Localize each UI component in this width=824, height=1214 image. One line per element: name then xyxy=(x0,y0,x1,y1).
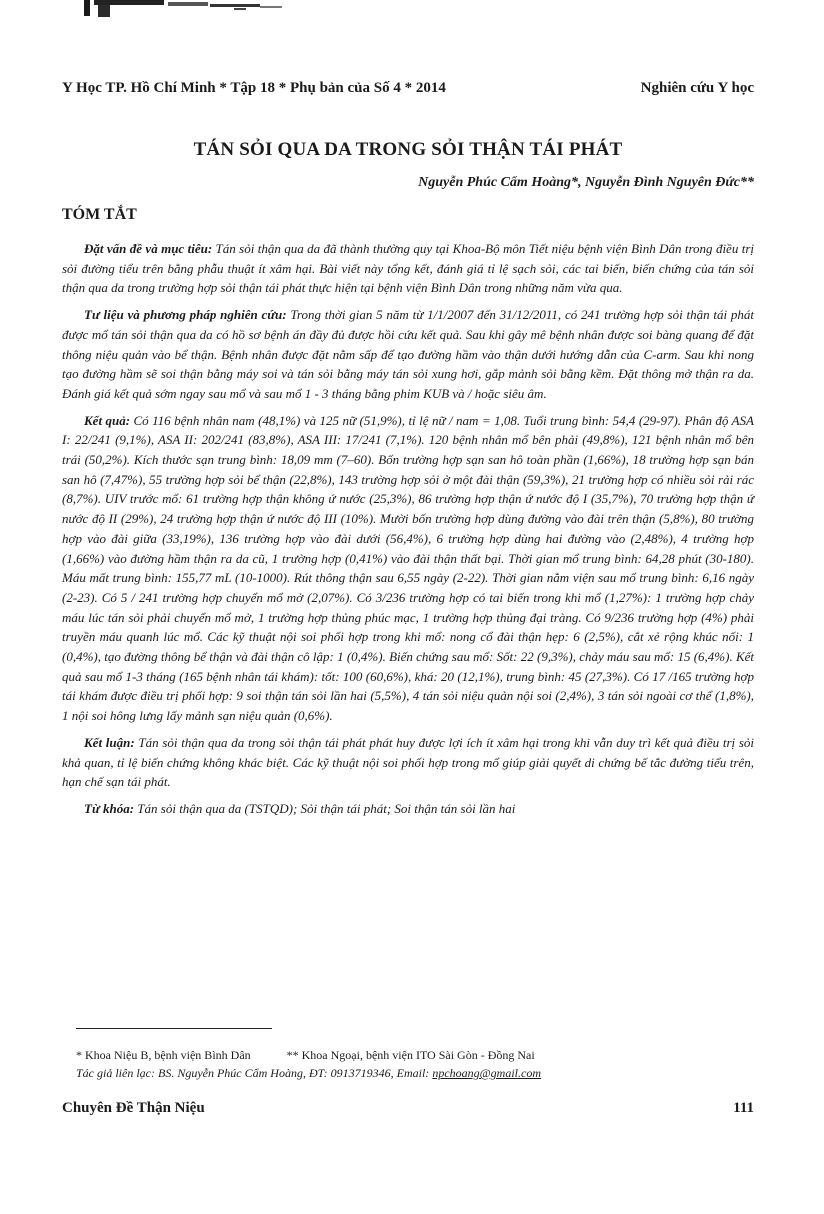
background-label: Đặt vấn đề và mục tiêu: xyxy=(84,241,213,256)
article-authors: Nguyễn Phúc Cẩm Hoàng*, Nguyễn Đình Nguyên Đức** xyxy=(418,175,754,190)
running-header xyxy=(62,80,754,97)
abstract-keywords xyxy=(62,799,754,819)
methods-label: Tư liệu và phương pháp nghiên cứu: xyxy=(84,307,287,323)
contact-text: BS. Nguyễn Phúc Cẩm Hoàng, ĐT: 0913719346, xyxy=(157,1066,394,1080)
abstract-results xyxy=(62,411,754,726)
results-text: Có 116 bệnh nhân nam (48,1%) và 125 nữ (51,9%), tỉ lệ nữ / nam = 1,08. Tuổi trung bình: 54,4 (29-97). Phân độ ASA I: 22/241 (9,1%), ASA II: 202/241 (83,8%), ASA III: 17/241 (7,1%). 120 bệnh nhân mổ bên phải (49,8%), 121 bệnh nhân mổ bên trái (50,2%). Kích thước sạn trung bình: 18,09 mm (7–60). Bốn trường hợp sạn san hô toàn phần (1,66%), 18 trường hợp sạn bán san hô (7,47%), 55 trường hợp sỏi bể thận (22,8%), 143 trường hợp sỏi ở một đài thận (59,3%), 21 trường hợp có nhiều sỏi rải rác (8,7%). UIV trước mổ: 61 trường hợp thận không ứ nước (25,3%), 86 trường hợp thận ứ nước độ I (35,7%), 70 trường hợp thận ứ nước độ II (29%), 24 trường hợp thận ứ nước độ III (10%). Mười bốn trường hợp dùng đường vào đài trên thận (5,8%), 80 trường hợp vào đài giữa (33,19%), 136 trường hợp vào đài dưới (56,4%), 6 trường hợp dùng hai đường vào (2,48%), 4 trường hợp (1,66%) vào đường hầm thận ra da cũ, 1 trường hợp (0,41%) vào đài thận thất bại. Thời gian mổ trung bình: 64,28 phút (30-180). Máu mất trung bình: 155,77 mL (10-1000). Rút thông thận sau 6,55 ngày (2-22). Thời gian nằm viện sau mổ trung bình: 6,16 ngày (2-23). Có 5 / 241 trường hợp chuyển mổ mở (2,07%). Có 3/236 trường hợp có tai biến trong khi mổ (1,27%): 1 trường hợp chảy máu lúc tán sỏi phải chuyển mổ mở, 1 trường hợp thủng phúc mạc, 1 trường hợp thủng đại tràng. Có 9/236 trường hợp (4%) phải truyền máu quanh lúc mổ. Các kỹ thuật nội soi phối hợp trong khi mổ: nong cổ đài thận hẹp: 6 (2,5%), cắt xẻ rộng khúc nối: 1 (0,4%), tạo đường thông bể thận và đài thận cô lập: 1 (0,4%). Biến chứng sau mổ: Sốt: 22 (9,3%), chảy máu sau mổ: 15 (6,4%). Kết quả sau mổ 1-3 tháng (165 bệnh nhân tái khám): tốt: 100 (60,6%), khá: 20 (12,1%), trung bình: 45 (27,3%). Có 17 /165 trường hợp tái khám được điều trị phối hợp: 9 soi thận tán sỏi lần hai (5,5%), 4 tán sỏi niệu quản nội soi (2,4%), 3 tán sỏi ngoài cơ thể (1,8%), 1 nội soi hông lưng lấy mảnh sạn niệu quản (0,6%). xyxy=(62,412,754,724)
conclusion-text: Tán sỏi thận qua da trong sỏi thận tái phát phát huy được lợi ích ít xâm hại trong khi vẫn duy trì kết quả điều trị sỏi khả quan, tỉ lệ biến chứng không khác biệt. Các kỹ thuật nội soi phối hợp trong mổ giúp giải quyết di chứng bế tắc đường tiểu trên, hạn chế sạn tái phát. xyxy=(62,734,754,790)
journal-section: Nghiên cứu Y học xyxy=(640,80,754,96)
email-link[interactable]: npchoang@gmail.com xyxy=(432,1066,542,1080)
keywords-label: Từ khóa: xyxy=(84,800,135,816)
running-footer xyxy=(62,1100,754,1117)
conclusion-label: Kết luận: xyxy=(84,734,135,750)
email-label: Email: xyxy=(396,1066,430,1080)
abstract-methods xyxy=(62,305,754,404)
footnotes xyxy=(76,1046,756,1082)
abstract-conclusion xyxy=(62,733,754,792)
contact-label: Tác giả liên lạc: xyxy=(76,1066,155,1080)
results-label: Kết quả: xyxy=(84,412,131,428)
background-text: Tán sỏi thận qua da đã thành thường quy tại Khoa-Bộ môn Tiết niệu bệnh viện Bình Dân trong điều trị sỏi đường tiểu trên bằng phẫu thuật ít xâm hại. Bài viết này tổng kết, đánh giá tỉ lệ sạch sỏi, các tai biến, biến chứng của tán sỏi thận qua da trong trường hợp sỏi thận tái phát thực hiện tại bệnh viện Bình Dân trong những năm vừa qua. xyxy=(62,241,754,296)
scan-artifact xyxy=(84,0,284,22)
methods-text: Trong thời gian 5 năm từ 1/1/2007 đến 31/12/2011, có 241 trường hợp sỏi thận tái phát được mổ tán sỏi thận qua da có hồ sơ bệnh án đầy đủ được hồi cứu kết quả. Sau khi gây mê bệnh nhân được soi bàng quang để đặt thông niệu quản vào bể thận. Bệnh nhân được đặt nằm sấp để tạo đường hầm vào thận dưới hướng dẫn của C-arm. Sau khi nong tạo đường hầm sẽ soi thận bằng máy soi và tán sỏi bằng máy tán sỏi xung hơi, gắp mảnh sỏi bằng kềm. Đặt thông mở thận ra da. Đánh giá kết quả sớm ngay sau mổ và sau mổ 1 - 3 tháng bằng phim KUB và / hoặc siêu âm. xyxy=(62,307,755,401)
journal-citation: Y Học TP. Hồ Chí Minh * Tập 18 * Phụ bản của Số 4 * 2014 xyxy=(62,80,446,96)
abstract-body xyxy=(62,239,754,826)
footnote-divider xyxy=(76,1028,272,1029)
article-title: TÁN SỎI QUA DA TRONG SỎI THẬN TÁI PHÁT xyxy=(193,139,623,160)
corresponding-author xyxy=(76,1064,756,1082)
abstract-heading: TÓM TẮT xyxy=(62,206,137,223)
abstract-background xyxy=(62,239,754,298)
affiliation-1: * Khoa Niệu B, bệnh viện Bình Dân xyxy=(76,1048,251,1062)
footer-section: Chuyên Đề Thận Niệu xyxy=(62,1100,205,1116)
affiliation-2: ** Khoa Ngoại, bệnh viện ITO Sài Gòn - Đồng Nai xyxy=(286,1048,535,1062)
keywords-text: Tán sỏi thận qua da (TSTQD); Sỏi thận tái phát; Soi thận tán sỏi lần hai xyxy=(137,800,516,816)
affiliations xyxy=(76,1046,756,1064)
page-number: 111 xyxy=(733,1100,754,1116)
